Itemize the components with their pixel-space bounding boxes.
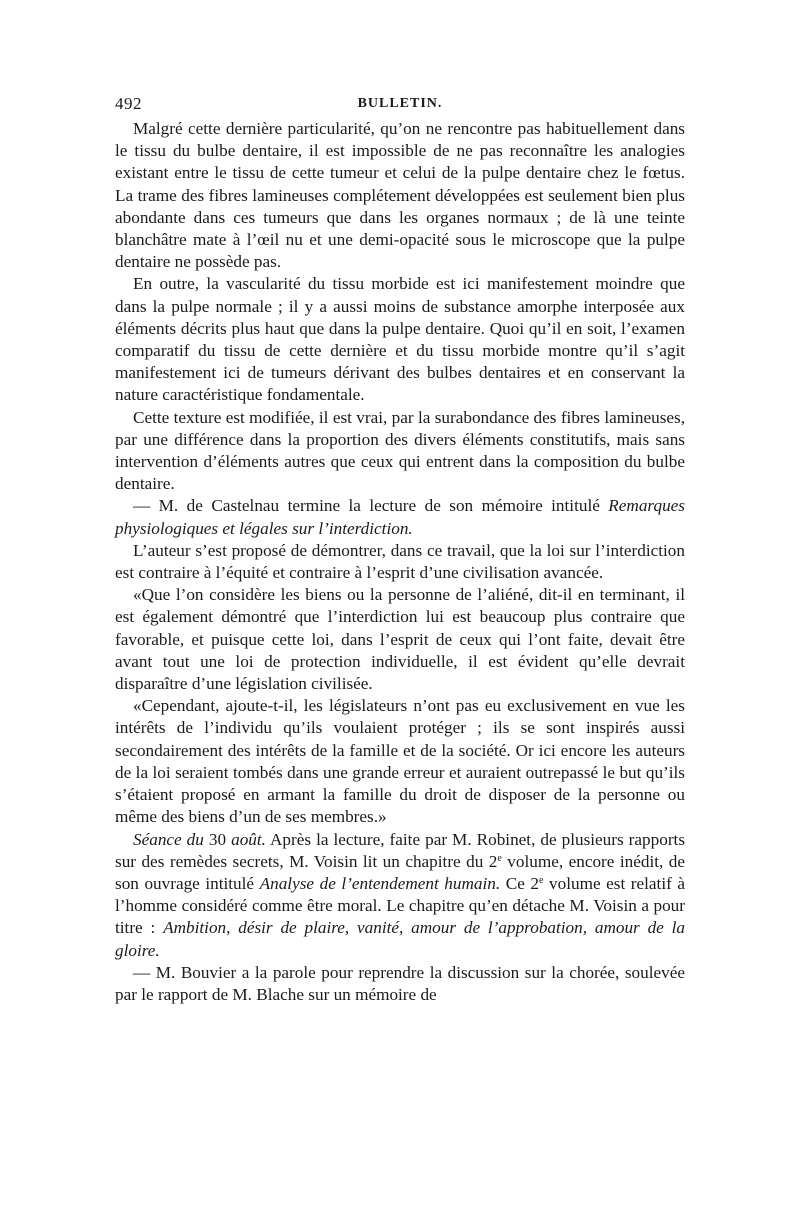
superscript-e-1: e: [497, 852, 502, 864]
document-page: [115, 92, 685, 1006]
paragraph-8-text-1: Après la lecture, faite par M. Robinet, de plusieurs rapports sur des remèdes secrets, M. Voisin lit un chapitre du 2: [115, 829, 686, 871]
paragraph-8: [115, 829, 685, 962]
paragraph-6: «Que l’on considère les biens ou la personne de l’aliéné, dit-il en terminant, il est également démontré que l’interdiction lui est beaucoup plus contraire que favorable, et puisque cette loi, dans l’esprit de ceux qui l’ont faite, devait être avant tout une loi de protection individuelle, il est évident qu’elle devrait disparaître d’une législation civilisée.: [115, 585, 685, 694]
paragraph-2: En outre, la vascularité du tissu morbide est ici manifestement moindre que dans la pulpe normale ; il y a aussi moins de substance amorphe interposée aux éléments décrits plus haut que dans la pulpe dentaire. Quoi qu’il en soit, l’examen comparatif du tissu de cette dernière et du tissu morbide montre qu’il s’agit manifestement ici de tumeurs dérivant des bulbes dentaires et en conservant la nature caractéristique fondamentale.: [115, 274, 685, 405]
paragraph-9: — M. Bouvier a la parole pour reprendre la discussion sur la chorée, soulevée par le rapport de M. Blache sur un mémoire de: [115, 962, 685, 1004]
paragraph-3: Cette texture est modifiée, il est vrai, par la surabondance des fibres lamineuses, par une différence dans la proportion des divers éléments constitutifs, mais sans intervention d’éléments autres que ceux qui entrent dans la composition du bulbe dentaire.: [115, 407, 685, 494]
paragraph-8-text-2: volume, encore inédit, de son ouvrage intitulé: [115, 851, 685, 893]
paragraph-5: L’auteur s’est proposé de démontrer, dans ce travail, que la loi sur l’interdiction est contraire à l’équité et contraire à l’esprit d’une civilisation avancée.: [115, 540, 685, 583]
seance-month: août.: [231, 829, 266, 849]
chapter-title: Ambition, désir de plaire, vanité, amour de l’approbation, amour de la gloire.: [115, 918, 685, 960]
paragraph-4: [115, 495, 685, 539]
paragraph-8-text-4: volume est relatif à l’homme considéré comme être moral. Le chapitre qu’en détache M. Voisin a pour titre :: [115, 873, 686, 938]
paragraph-4-intro: — M. de Castelnau termine la lecture de son mémoire intitulé: [133, 496, 609, 516]
seance-day: 30: [203, 829, 232, 849]
superscript-e-2: e: [539, 874, 544, 886]
page-header: [115, 92, 685, 116]
seance-label: Séance du: [133, 829, 204, 849]
page-number: 492: [115, 94, 142, 113]
body-text: [115, 118, 685, 1006]
running-title: BULLETIN.: [357, 96, 443, 111]
work-title: Analyse de l’entendement humain.: [259, 873, 501, 893]
paragraph-8-text-3: Ce 2: [500, 873, 539, 893]
paragraph-1: Malgré cette dernière particularité, qu’on ne rencontre pas habituellement dans le tissu du bulbe dentaire, il est impossible de ne pas reconnaître les analogies existant entre le tissu de cette tumeur et celui de la pulpe dentaire chez le fœtus. La trame des fibres lamineuses complétement développées est seulement bien plus abondante dans ces tumeurs que dans les organes normaux ; de là une teinte blanchâtre mate à l’œil nu et une demi-opacité sous le microscope que la pulpe dentaire ne possède pas.: [115, 119, 685, 272]
paragraph-7: «Cependant, ajoute-t-il, les législateurs n’ont pas eu exclusivement en vue les intérêts de l’individu qu’ils voulaient protéger ; ils se sont inspirés aussi secondairement des intérêts de la famille et de la société. Or ici encore les auteurs de la loi seraient tombés dans une grande erreur et auraient outrepassé le but qu’ils s’étaient proposé en armant la famille du droit de disposer de la personne ou même des biens d’un de ses membres.»: [115, 696, 685, 827]
memoir-title: Remarques physiologiques et légales sur l’interdiction.: [115, 496, 685, 538]
